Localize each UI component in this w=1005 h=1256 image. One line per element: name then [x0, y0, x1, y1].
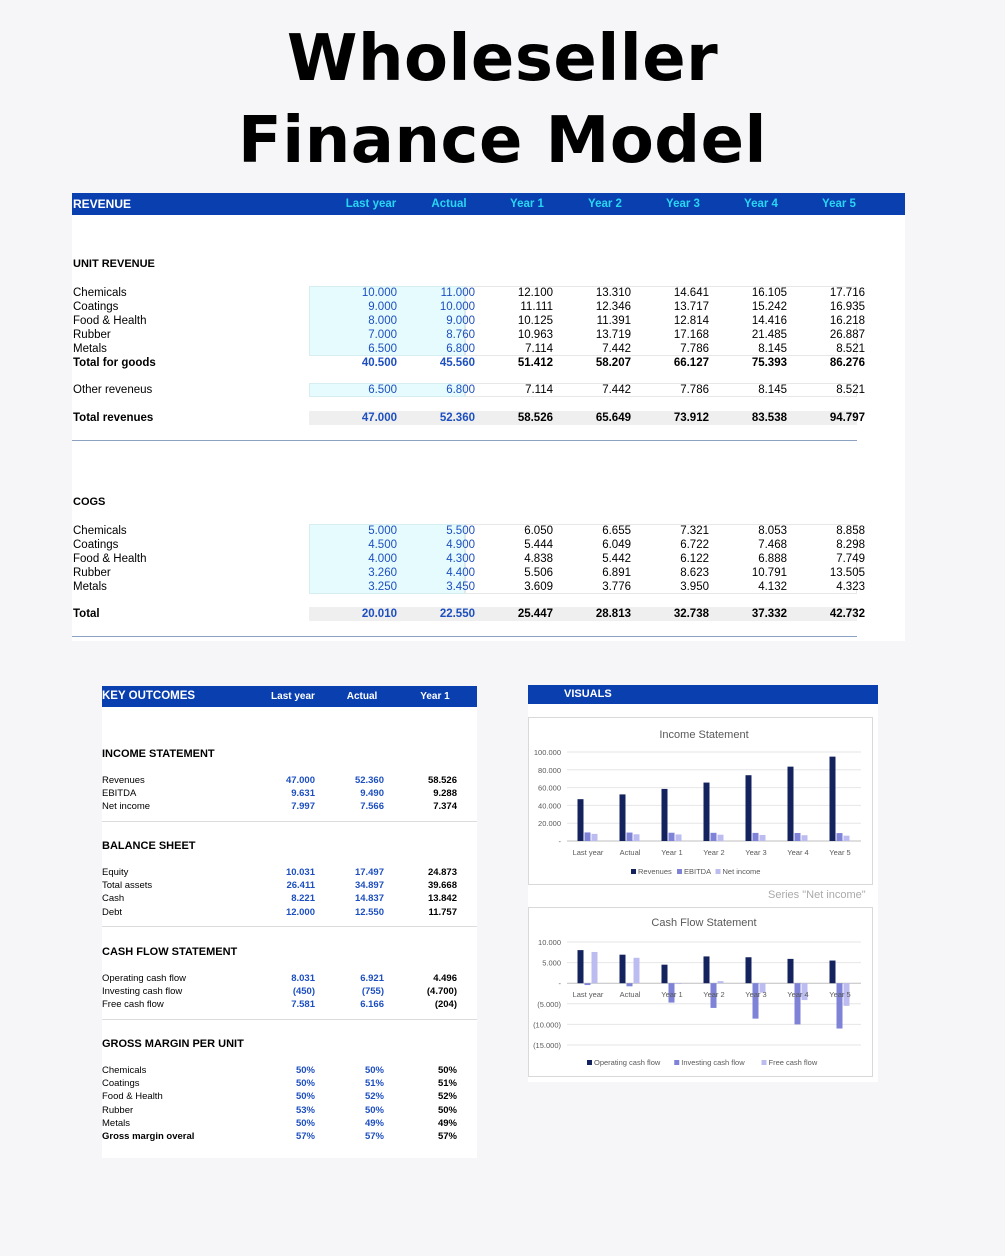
key-outcome-value[interactable]: 11.757 [428, 906, 457, 918]
revenue-col-header: Year 5 [822, 198, 856, 210]
key-outcomes-header-label: KEY OUTCOMES [102, 690, 196, 702]
cogs-total-value[interactable]: 37.332 [751, 608, 787, 620]
cogs-row-label: Rubber [73, 567, 111, 579]
key-outcome-value[interactable]: 58.526 [427, 775, 457, 786]
key-outcome-value[interactable]: 50% [437, 1065, 457, 1076]
cogs-row-value[interactable]: 3.776 [602, 581, 631, 593]
cogs-row-value[interactable]: 8.858 [836, 525, 865, 537]
x-tick-label: Year 2 [703, 848, 725, 857]
unit-revenue-row-value[interactable]: 9.000 [446, 315, 475, 327]
unit-revenue-row-value[interactable]: 8.145 [758, 343, 787, 355]
x-tick-label: Year 4 [787, 990, 809, 999]
legend-swatch [677, 869, 682, 874]
legend-entry: Net income [722, 867, 761, 876]
cogs-row-value[interactable]: 6.891 [602, 567, 631, 579]
key-outcome-value[interactable]: 39.668 [427, 880, 457, 892]
key-outcome-value[interactable]: 9.288 [433, 788, 457, 800]
cogs-total-label: Total [73, 608, 100, 620]
unit-revenue-row-value[interactable]: 10.000 [361, 287, 397, 299]
revenue-sheet [72, 193, 905, 641]
unit-revenue-row-value[interactable]: 26.887 [829, 329, 865, 341]
other-revenues-value[interactable]: 7.442 [602, 384, 631, 396]
total-revenues-value[interactable]: 47.000 [361, 412, 397, 424]
cogs-row-value[interactable]: 3.609 [524, 581, 553, 593]
x-tick-label: Last year [572, 848, 604, 857]
key-outcome-value[interactable]: 24.873 [427, 867, 457, 878]
unit-revenue-row-value[interactable]: 11.111 [520, 301, 553, 313]
unit-revenue-row-value[interactable]: 7.442 [602, 343, 631, 355]
cogs-row-value[interactable]: 8.053 [758, 525, 787, 537]
bar-net-income [844, 836, 850, 841]
unit-revenue-row-value[interactable]: 14.416 [751, 315, 787, 327]
unit-revenue-row-value[interactable]: 12.346 [595, 301, 631, 313]
bar-free-cash-flow [718, 981, 724, 983]
key-outcome-value[interactable]: (204) [434, 999, 457, 1011]
key-outcome-label: Gross margin overal [102, 1131, 195, 1142]
revenue-header [72, 193, 905, 215]
key-outcome-value[interactable]: 8.221 [291, 893, 315, 905]
unit-revenue-row-value[interactable]: 8.000 [368, 315, 397, 327]
total-revenues-value[interactable]: 94.797 [829, 412, 865, 424]
cogs-row-value[interactable]: 4.400 [446, 567, 475, 579]
y-tick-label: (5.000) [537, 999, 561, 1009]
bar-net-income [592, 834, 598, 841]
bar-operating-cash-flow [620, 955, 626, 984]
key-outcome-value[interactable]: 12.550 [354, 906, 384, 918]
key-outcome-label: Chemicals [102, 1065, 147, 1076]
cogs-row-value[interactable]: 5.506 [524, 567, 553, 579]
total-goods-value[interactable]: 66.127 [673, 357, 709, 369]
key-outcome-value[interactable]: 6.166 [360, 999, 384, 1011]
key-outcome-value[interactable]: 14.837 [354, 893, 384, 905]
cogs-total-value[interactable]: 25.447 [517, 608, 553, 620]
key-outcome-value[interactable]: 51% [364, 1078, 384, 1090]
unit-revenue-row-value[interactable]: 11.391 [596, 315, 631, 327]
other-revenues-value[interactable]: 8.145 [758, 384, 787, 396]
x-tick-label: Year 1 [661, 848, 683, 857]
bar-operating-cash-flow [662, 965, 668, 984]
total-revenues-value[interactable]: 58.526 [517, 412, 553, 424]
cogs-row-label: Chemicals [73, 525, 127, 537]
key-outcome-value[interactable]: 49% [364, 1117, 384, 1129]
cogs-row-value[interactable]: 4.300 [446, 553, 475, 565]
cogs-row-value[interactable]: 8.623 [680, 567, 709, 579]
other-revenues-value[interactable]: 7.114 [525, 384, 553, 396]
legend-swatch [762, 1060, 767, 1065]
bar-revenues [662, 789, 668, 841]
key-outcome-value[interactable]: 9.490 [360, 788, 384, 800]
unit-revenue-row-value[interactable]: 10.000 [439, 301, 475, 313]
cogs-row-value[interactable]: 4.000 [368, 553, 397, 565]
total-revenues-value[interactable]: 65.649 [595, 412, 631, 424]
bar-free-cash-flow [676, 983, 682, 984]
total-revenues-value[interactable]: 52.360 [439, 412, 475, 424]
bar-net-income [634, 834, 640, 841]
cogs-total-value[interactable]: 32.738 [673, 608, 709, 620]
key-outcome-value[interactable]: 34.897 [354, 880, 384, 892]
key-outcome-label: EBITDA [102, 788, 137, 800]
key-outcome-value[interactable]: 12.000 [285, 906, 315, 918]
key-outcome-label: Free cash flow [102, 999, 164, 1011]
cogs-row-value[interactable]: 13.505 [829, 567, 865, 579]
cogs-row-value[interactable]: 8.298 [836, 539, 865, 551]
unit-revenue-row-value[interactable]: 11.000 [440, 287, 475, 299]
bar-ebitda [669, 833, 675, 841]
x-tick-label: Last year [572, 990, 604, 999]
series-tooltip: Series "Net income" [768, 889, 866, 901]
unit-revenue-row-value[interactable]: 13.717 [673, 301, 709, 313]
total-goods-value[interactable]: 86.276 [829, 357, 865, 369]
x-tick-label: Actual [619, 848, 641, 857]
key-outcome-value[interactable]: 6.921 [360, 973, 384, 984]
cogs-total-value[interactable]: 28.813 [595, 608, 631, 620]
x-tick-label: Year 5 [829, 848, 851, 857]
key-outcome-value[interactable]: (755) [361, 986, 384, 998]
bar-free-cash-flow [592, 952, 598, 983]
bar-net-income [676, 834, 682, 841]
legend-entry: Free cash flow [768, 1058, 818, 1067]
bar-revenues [830, 757, 836, 841]
total-revenues-value[interactable]: 83.538 [751, 412, 787, 424]
key-outcome-value[interactable]: 52% [364, 1091, 384, 1103]
unit-revenue-row-value[interactable]: 8.760 [446, 329, 475, 341]
key-outcome-value[interactable]: 50% [364, 1104, 384, 1116]
key-outcome-value[interactable]: 10.031 [285, 867, 315, 878]
section-title: CASH FLOW STATEMENT [102, 946, 238, 958]
key-outcome-value[interactable]: 7.374 [433, 801, 457, 813]
bar-revenues [578, 799, 584, 841]
cogs-row-label: Food & Health [73, 553, 147, 565]
cogs-total-value[interactable]: 20.010 [361, 608, 397, 620]
key-outcome-label: Rubber [102, 1104, 134, 1116]
cogs-row-value[interactable]: 6.888 [758, 553, 787, 565]
cash-flow-chart-svg [529, 908, 872, 1076]
key-outcome-value[interactable]: 50% [295, 1117, 315, 1129]
revenue-col-header: Year 3 [666, 198, 700, 210]
y-tick-label: 40.000 [538, 801, 561, 811]
unit-revenue-row-value[interactable]: 10.963 [517, 329, 553, 341]
cogs-row-value[interactable]: 4.900 [446, 539, 475, 551]
cogs-row-value[interactable]: 4.838 [524, 553, 553, 565]
key-outcome-value[interactable]: 7.997 [291, 801, 315, 813]
revenue-col-header: Year 1 [510, 198, 544, 210]
key-outcome-value[interactable]: (450) [292, 986, 315, 998]
key-outcome-value[interactable]: 57% [437, 1131, 457, 1142]
total-goods-value[interactable]: 75.393 [751, 357, 787, 369]
unit-revenue-row-value[interactable]: 16.935 [829, 301, 865, 313]
key-outcome-label: Net income [102, 801, 151, 813]
chart-title: Income Statement [659, 729, 749, 741]
key-outcomes-col-header: Year 1 [420, 691, 450, 702]
bar-operating-cash-flow [578, 950, 584, 983]
revenue-col-header: Actual [431, 198, 467, 210]
unit-revenue-row-value[interactable]: 13.310 [595, 287, 631, 299]
title-line-1: Wholeseller [286, 22, 719, 96]
unit-revenue-row-label: Metals [73, 343, 107, 355]
key-outcome-value[interactable]: 50% [364, 1065, 384, 1076]
bar-operating-cash-flow [830, 961, 836, 984]
x-tick-label: Year 1 [661, 990, 683, 999]
unit-revenue-row-value[interactable]: 13.719 [595, 329, 631, 341]
key-outcomes-col-header: Last year [271, 691, 315, 702]
key-outcome-label: Equity [102, 867, 129, 878]
y-tick-label: - [558, 979, 561, 989]
key-outcome-value[interactable]: 49% [437, 1117, 457, 1129]
legend-entry: EBITDA [684, 867, 712, 876]
key-outcomes-sheet [102, 686, 477, 1158]
cogs-row-value[interactable]: 4.323 [836, 581, 865, 593]
bar-ebitda [837, 833, 843, 841]
key-outcome-value[interactable]: (4.700) [426, 986, 457, 998]
key-outcome-value[interactable]: 7.581 [291, 999, 315, 1011]
chart-title: Cash Flow Statement [651, 917, 757, 929]
unit-revenue-row-label: Coatings [73, 301, 119, 313]
key-outcome-value[interactable]: 50% [437, 1104, 457, 1116]
divider [72, 636, 857, 637]
legend-entry: Revenues [638, 867, 672, 876]
visuals-header [528, 685, 878, 704]
key-outcome-value[interactable]: 51% [437, 1078, 457, 1090]
bar-net-income [802, 835, 808, 841]
key-outcome-value[interactable]: 13.842 [427, 893, 457, 905]
cogs-total-value[interactable]: 42.732 [829, 608, 865, 620]
cogs-row-value[interactable]: 5.000 [368, 525, 397, 537]
key-outcomes-col-header: Actual [346, 691, 378, 702]
bar-ebitda [627, 833, 633, 841]
bar-ebitda [795, 833, 801, 841]
section-divider [102, 821, 477, 822]
total-goods-value[interactable]: 40.500 [361, 357, 397, 369]
revenue-col-header: Year 2 [588, 198, 622, 210]
bar-investing-cash-flow [585, 983, 591, 985]
unit-revenue-row-value[interactable]: 16.105 [751, 287, 787, 299]
total-goods-label: Total for goods [73, 357, 156, 369]
legend-entry: Investing cash flow [681, 1058, 745, 1067]
bar-net-income [760, 835, 766, 841]
other-revenues-label: Other reveneus [73, 384, 153, 396]
key-outcome-value[interactable]: 57% [295, 1131, 315, 1142]
x-tick-label: Year 4 [787, 848, 809, 857]
x-tick-label: Year 3 [745, 990, 767, 999]
unit-revenue-row-label: Food & Health [73, 315, 147, 327]
bar-revenues [746, 775, 752, 841]
other-revenues-value[interactable]: 6.500 [368, 384, 397, 396]
key-outcome-label: Food & Health [102, 1091, 163, 1103]
x-tick-label: Year 5 [829, 990, 851, 999]
unit-revenue-row-value[interactable]: 8.521 [836, 343, 865, 355]
key-outcome-value[interactable]: 50% [295, 1065, 315, 1076]
y-tick-label: 10.000 [538, 938, 561, 947]
key-outcome-label: Revenues [102, 775, 145, 786]
cogs-row-value[interactable]: 6.050 [524, 525, 553, 537]
revenue-header-label: REVENUE [73, 197, 132, 211]
cogs-row-value[interactable]: 5.442 [602, 553, 631, 565]
bar-revenues [704, 783, 710, 841]
cogs-row-value[interactable]: 6.122 [680, 553, 709, 565]
y-tick-label: - [558, 837, 561, 846]
unit-revenue-row-value[interactable]: 21.485 [751, 329, 787, 341]
legend-entry: Operating cash flow [594, 1058, 661, 1067]
key-outcomes-header [102, 686, 477, 707]
unit-revenue-row-value[interactable]: 7.786 [680, 343, 709, 355]
key-outcome-value[interactable]: 8.031 [291, 973, 315, 984]
total-revenues-value[interactable]: 73.912 [673, 412, 709, 424]
x-tick-label: Year 3 [745, 848, 767, 857]
unit-revenue-row-value[interactable]: 12.100 [517, 287, 553, 299]
income-statement-chart-svg [529, 718, 872, 884]
legend-swatch [716, 869, 721, 874]
other-revenues-value[interactable]: 7.786 [680, 384, 709, 396]
unit-revenue-row-value[interactable]: 12.814 [673, 315, 709, 327]
cogs-total-value[interactable]: 22.550 [439, 608, 475, 620]
bar-operating-cash-flow [746, 957, 752, 983]
bar-investing-cash-flow [753, 983, 759, 1018]
x-tick-label: Year 2 [703, 990, 725, 999]
unit-revenue-row-value[interactable]: 10.125 [517, 315, 553, 327]
cash-flow-chart[interactable] [528, 907, 873, 1077]
income-statement-chart[interactable] [528, 717, 873, 885]
key-outcome-value[interactable]: 52.360 [354, 775, 384, 786]
key-outcome-value[interactable]: 53% [295, 1104, 315, 1116]
key-outcome-value[interactable]: 47.000 [285, 775, 315, 786]
page-title [0, 18, 1005, 182]
other-revenues-value[interactable]: 8.521 [836, 384, 865, 396]
cogs-row-value[interactable]: 7.321 [680, 525, 709, 537]
y-tick-label: (15.000) [533, 1041, 561, 1050]
key-outcome-value[interactable]: 50% [295, 1091, 315, 1103]
cogs-row-value[interactable]: 3.260 [368, 567, 397, 579]
key-outcome-label: Investing cash flow [102, 986, 183, 998]
unit-revenue-row-label: Rubber [73, 329, 111, 341]
y-tick-label: 20.000 [538, 819, 561, 829]
other-revenues-value[interactable]: 6.800 [446, 384, 475, 396]
x-tick-label: Actual [619, 990, 641, 999]
cogs-row-label: Coatings [73, 539, 119, 551]
unit-revenue-row-value[interactable]: 6.500 [368, 343, 397, 355]
bar-operating-cash-flow [704, 956, 710, 983]
legend-swatch [674, 1060, 679, 1065]
cogs-row-label: Metals [73, 581, 107, 593]
y-tick-label: 5.000 [542, 958, 561, 968]
legend-swatch [631, 869, 636, 874]
bar-ebitda [753, 833, 759, 841]
cogs-row-value[interactable]: 5.444 [524, 539, 553, 551]
visuals-sheet [528, 685, 878, 1082]
cogs-title: COGS [73, 496, 106, 508]
unit-revenue-row-value[interactable]: 9.000 [368, 301, 397, 313]
cogs-row-value[interactable]: 3.450 [446, 581, 475, 593]
unit-revenue-row-value[interactable]: 16.218 [829, 315, 865, 327]
key-outcome-label: Total assets [102, 880, 153, 892]
divider [72, 440, 857, 441]
key-outcome-label: Operating cash flow [102, 973, 186, 984]
y-tick-label: 60.000 [538, 783, 561, 793]
section-divider [102, 1019, 477, 1020]
y-tick-label: 80.000 [538, 765, 561, 775]
unit-revenue-row-value[interactable]: 7.114 [525, 343, 553, 355]
unit-revenue-row-value[interactable]: 17.716 [829, 287, 865, 299]
unit-revenue-row-value[interactable]: 6.800 [446, 343, 475, 355]
legend-swatch [587, 1060, 592, 1065]
bar-free-cash-flow [634, 958, 640, 983]
visuals-header-label: VISUALS [564, 688, 612, 700]
bar-net-income [718, 835, 724, 841]
bar-revenues [788, 767, 794, 841]
bar-operating-cash-flow [788, 959, 794, 983]
key-outcome-label: Debt [102, 906, 123, 918]
bar-ebitda [585, 832, 591, 841]
key-outcome-label: Cash [102, 893, 125, 905]
unit-revenue-row-value[interactable]: 15.242 [751, 301, 787, 313]
key-outcome-label: Coatings [102, 1078, 140, 1090]
key-outcome-value[interactable]: 57% [364, 1131, 384, 1142]
y-tick-label: 100.000 [533, 748, 561, 757]
cogs-row-value[interactable]: 4.132 [758, 581, 787, 593]
bar-investing-cash-flow [627, 983, 633, 986]
key-outcome-value[interactable]: 52% [437, 1091, 457, 1103]
cogs-row-value[interactable]: 4.500 [368, 539, 397, 551]
key-outcome-value[interactable]: 26.411 [286, 880, 315, 892]
total-goods-value[interactable]: 45.560 [439, 357, 475, 369]
cogs-row-value[interactable]: 3.950 [680, 581, 709, 593]
cogs-row-value[interactable]: 7.468 [758, 539, 787, 551]
unit-revenue-row-label: Chemicals [73, 287, 127, 299]
cogs-row-value[interactable]: 7.749 [836, 553, 865, 565]
cogs-row-value[interactable]: 5.500 [446, 525, 475, 537]
bar-ebitda [711, 833, 717, 841]
cogs-row-value[interactable]: 6.049 [602, 539, 631, 551]
unit-revenue-row-value[interactable]: 14.641 [673, 287, 709, 299]
key-outcome-label: Metals [102, 1117, 130, 1129]
key-outcome-value[interactable]: 50% [295, 1078, 315, 1090]
key-outcome-value[interactable]: 7.566 [360, 801, 384, 813]
unit-revenue-row-value[interactable]: 7.000 [368, 329, 397, 341]
cogs-row-value[interactable]: 6.655 [602, 525, 631, 537]
cogs-row-value[interactable]: 10.791 [751, 567, 787, 579]
unit-revenue-row-value[interactable]: 17.168 [673, 329, 709, 341]
revenue-col-header: Last year [345, 198, 397, 210]
section-title: INCOME STATEMENT [102, 748, 215, 760]
title-line-2: Finance Model [238, 104, 767, 178]
section-title: GROSS MARGIN PER UNIT [102, 1038, 244, 1050]
key-outcome-value[interactable]: 9.631 [291, 788, 315, 800]
unit-revenue-title: UNIT REVENUE [73, 258, 155, 270]
key-outcome-value[interactable]: 17.497 [354, 867, 384, 878]
y-tick-label: (10.000) [533, 1020, 561, 1030]
key-outcome-value[interactable]: 4.496 [433, 973, 457, 984]
cogs-row-value[interactable]: 6.722 [680, 539, 709, 551]
total-revenues-label: Total revenues [73, 412, 154, 424]
cogs-row-value[interactable]: 3.250 [368, 581, 397, 593]
total-goods-value[interactable]: 51.412 [517, 357, 553, 369]
bar-revenues [620, 794, 626, 841]
section-divider [102, 926, 477, 927]
section-title: BALANCE SHEET [102, 840, 196, 852]
revenue-col-header: Year 4 [744, 198, 778, 210]
total-goods-value[interactable]: 58.207 [595, 357, 631, 369]
